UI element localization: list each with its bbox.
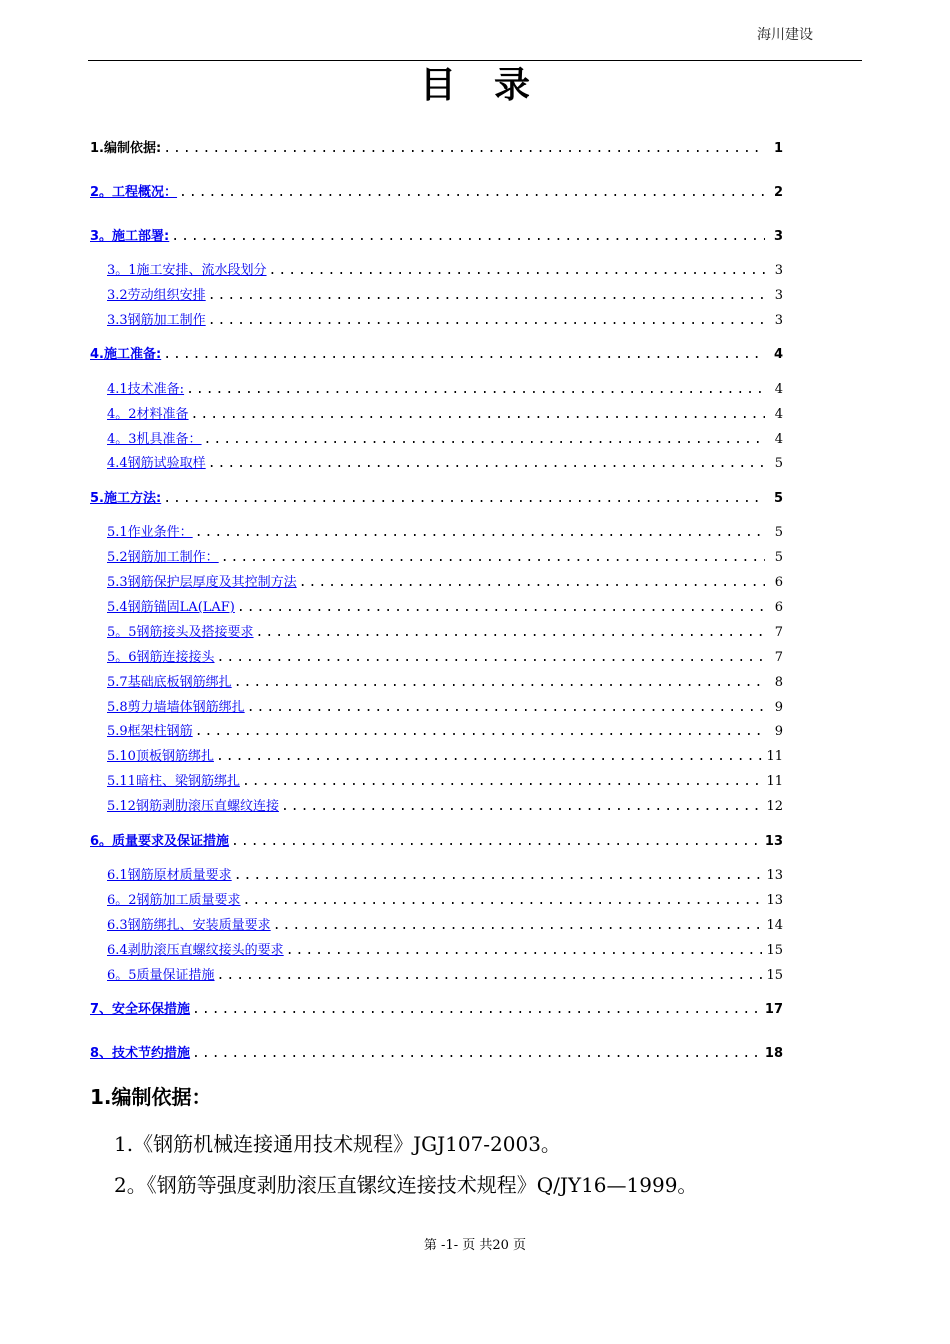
toc-entry-label[interactable]: 6.3钢筋绑扎、安装质量要求 <box>107 918 271 933</box>
toc-dot-leader <box>171 227 765 247</box>
toc-dot-leader <box>299 573 765 593</box>
toc-page-number: 13 <box>766 868 783 883</box>
toc-page-number: 7 <box>774 625 783 640</box>
toc-entry-label[interactable]: 5.11暗柱、梁钢筋绑扎 <box>107 774 240 789</box>
toc-entry-label: 1.编制依据: <box>90 141 162 156</box>
toc-entry[interactable] <box>90 1000 783 1020</box>
toc-page-number: 6 <box>774 575 783 590</box>
toc-page-number: 4 <box>774 382 783 397</box>
toc-dot-leader <box>217 966 763 986</box>
toc-entry-label[interactable]: 6。5质量保证措施 <box>107 968 215 983</box>
toc-entry-label[interactable]: 6.4剥肋滚压直螺纹接头的要求 <box>107 943 284 958</box>
toc-dot-leader <box>179 183 765 203</box>
toc-page-number: 7 <box>774 650 783 665</box>
toc-dot-leader <box>221 548 765 568</box>
toc-page-number: 5 <box>773 491 783 506</box>
toc-entry[interactable] <box>107 454 783 474</box>
toc-entry-label[interactable]: 5.8剪力墙墙体钢筋绑扎 <box>107 700 245 715</box>
toc-dot-leader <box>256 623 765 643</box>
toc-entry-label[interactable]: 5.4钢筋锚固LA(LAF) <box>107 600 235 615</box>
toc-dot-leader <box>186 380 765 400</box>
toc-entry-label[interactable]: 5。5钢筋接头及搭接要求 <box>107 625 254 640</box>
page-footer: 第 -1- 页 共20 页 <box>423 1238 527 1253</box>
toc-page-number: 5 <box>774 525 783 540</box>
toc-entry[interactable] <box>107 311 783 331</box>
toc-dot-leader <box>208 454 765 474</box>
toc-page-number: 15 <box>766 943 783 958</box>
toc-entry-label[interactable]: 6。2钢筋加工质量要求 <box>107 893 241 908</box>
toc-page-number: 13 <box>766 893 783 908</box>
toc-dot-leader <box>234 866 763 886</box>
toc-entry-label[interactable]: 3.3钢筋加工制作 <box>107 313 206 328</box>
toc-entry-label[interactable]: 8、技术节约措施 <box>90 1046 191 1061</box>
toc-dot-leader <box>242 772 763 792</box>
toc-dot-leader <box>195 523 765 543</box>
toc-entry[interactable] <box>107 747 783 767</box>
toc-page-number: 8 <box>774 675 783 690</box>
toc-entry-label[interactable]: 5.施工方法: <box>90 491 162 506</box>
toc-entry[interactable] <box>107 722 783 742</box>
toc-entry-label[interactable]: 2。工程概况： <box>90 185 178 200</box>
toc-entry-label[interactable]: 6。质量要求及保证措施 <box>90 834 230 849</box>
toc-dot-leader <box>247 698 765 718</box>
toc-entry[interactable] <box>90 183 783 203</box>
toc-page-number: 9 <box>774 724 783 739</box>
toc-entry-label[interactable]: 5.12钢筋剥肋滚压直螺纹连接 <box>107 799 279 814</box>
toc-dot-leader <box>191 405 765 425</box>
reference-item: 2。《钢筋等强度剥肋滚压直镙纹连接技术规程》Q/JY16—1999。 <box>114 1173 698 1197</box>
toc-entry-label[interactable]: 6.1钢筋原材质量要求 <box>107 868 232 883</box>
toc-entry[interactable] <box>107 648 783 668</box>
toc-page-number: 17 <box>764 1002 783 1017</box>
toc-entry[interactable] <box>107 772 783 792</box>
toc-dot-leader <box>163 139 765 159</box>
toc-dot-leader <box>269 261 765 281</box>
toc-entry-label[interactable]: 4.1技术准备: <box>107 382 185 397</box>
toc-entry[interactable] <box>107 866 783 886</box>
toc-entry-label[interactable]: 4.4钢筋试验取样 <box>107 456 206 471</box>
toc-entry-label[interactable]: 5.10顶板钢筋绑扎 <box>107 749 214 764</box>
toc-entry[interactable] <box>107 430 783 450</box>
toc-entry[interactable] <box>107 261 783 281</box>
toc-page-number: 3 <box>774 313 783 328</box>
toc-page-number: 13 <box>764 834 783 849</box>
toc-dot-leader <box>204 430 765 450</box>
toc-dot-leader <box>273 916 763 936</box>
toc-page-number: 5 <box>774 550 783 565</box>
toc-entry-label[interactable]: 5.7基础底板钢筋绑扎 <box>107 675 232 690</box>
toc-page-number: 6 <box>774 600 783 615</box>
toc-entry-label[interactable]: 4。2材料准备 <box>107 407 189 422</box>
toc-entry[interactable] <box>107 623 783 643</box>
toc-entry-label[interactable]: 5.9框架柱钢筋 <box>107 724 193 739</box>
toc-dot-leader <box>192 1000 761 1020</box>
toc-page-number: 12 <box>766 799 783 814</box>
toc-dot-leader <box>216 747 763 767</box>
toc-entry[interactable] <box>90 489 783 509</box>
toc-page-number: 4 <box>773 347 783 362</box>
toc-entry[interactable] <box>107 673 783 693</box>
toc-entry[interactable] <box>107 286 783 306</box>
toc-entry[interactable] <box>107 380 783 400</box>
toc-entry[interactable] <box>90 345 783 365</box>
toc-dot-leader <box>163 489 765 509</box>
toc-dot-leader <box>231 832 761 852</box>
toc-page-number: 11 <box>766 774 783 789</box>
toc-page-number: 11 <box>766 749 783 764</box>
toc-page-number: 3 <box>773 229 783 244</box>
toc-page-number: 3 <box>774 288 783 303</box>
toc-entry[interactable] <box>90 1044 783 1064</box>
toc-page-number: 14 <box>766 918 783 933</box>
toc-entry[interactable] <box>107 598 783 618</box>
toc-page-number: 2 <box>773 185 783 200</box>
toc-entry[interactable] <box>107 797 783 817</box>
toc-entry[interactable] <box>107 405 783 425</box>
toc-entry-label[interactable]: 3。1施工安排、流水段划分 <box>107 263 267 278</box>
toc-page-number: 4 <box>774 432 783 447</box>
toc-entry[interactable] <box>107 966 783 986</box>
toc-entry[interactable] <box>107 916 783 936</box>
toc-title: 目录 <box>419 65 568 106</box>
toc-dot-leader <box>208 286 765 306</box>
toc-entry-label[interactable]: 3。施工部署: <box>90 229 170 244</box>
toc-entry[interactable] <box>107 891 783 911</box>
toc-entry-label[interactable]: 7、安全环保措施 <box>90 1002 191 1017</box>
toc-entry[interactable] <box>90 832 783 852</box>
toc-page-number: 1 <box>773 141 783 156</box>
toc-entry-label[interactable]: 3.2劳动组织安排 <box>107 288 206 303</box>
toc-entry[interactable] <box>107 698 783 718</box>
header-company-name: 海川建设 <box>757 27 813 43</box>
toc-dot-leader <box>217 648 765 668</box>
reference-item: 1.《钢筋机械连接通用技术规程》JGJ107-2003。 <box>114 1132 561 1156</box>
section-heading: 1.编制依据： <box>90 1085 212 1109</box>
toc-entry-label[interactable]: 4.施工准备: <box>90 347 162 362</box>
toc-entry-label[interactable]: 4。3机具准备： <box>107 432 202 447</box>
toc-entry-label[interactable]: 5。6钢筋连接接头 <box>107 650 215 665</box>
toc-entry <box>90 139 783 159</box>
toc-dot-leader <box>237 598 765 618</box>
toc-entry[interactable] <box>107 941 783 961</box>
toc-entry-label[interactable]: 5.3钢筋保护层厚度及其控制方法 <box>107 575 297 590</box>
toc-dot-leader <box>243 891 763 911</box>
toc-page-number: 15 <box>766 968 783 983</box>
toc-dot-leader <box>234 673 765 693</box>
toc-dot-leader <box>286 941 763 961</box>
toc-page-number: 5 <box>774 456 783 471</box>
toc-page-number: 3 <box>774 263 783 278</box>
toc-page-number: 9 <box>774 700 783 715</box>
toc-entry[interactable] <box>107 573 783 593</box>
toc-entry[interactable] <box>90 227 783 247</box>
toc-entry[interactable] <box>107 548 783 568</box>
toc-dot-leader <box>281 797 763 817</box>
toc-dot-leader <box>195 722 765 742</box>
toc-page-number: 4 <box>774 407 783 422</box>
toc-entry[interactable] <box>107 523 783 543</box>
header-divider <box>88 60 862 61</box>
toc-dot-leader <box>208 311 765 331</box>
toc-dot-leader <box>163 345 765 365</box>
toc-dot-leader <box>192 1044 761 1064</box>
toc-entry-label[interactable]: 5.1作业条件： <box>107 525 193 540</box>
toc-entry-label[interactable]: 5.2钢筋加工制作： <box>107 550 219 565</box>
toc-page-number: 18 <box>764 1046 783 1061</box>
